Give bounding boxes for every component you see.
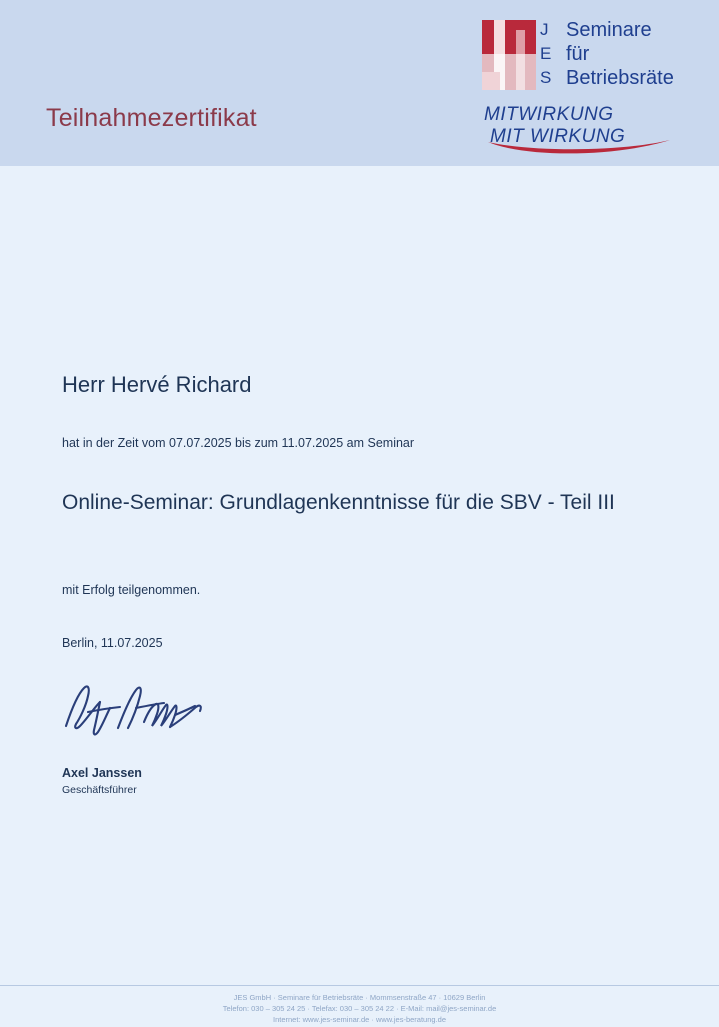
jes-logo — [482, 16, 678, 152]
logo-initial-s: S — [540, 68, 552, 87]
place-and-date: Berlin, 11.07.2025 — [62, 636, 163, 650]
logo-slogan-line-2: MIT WIRKUNG — [490, 126, 626, 147]
signature-icon — [58, 678, 228, 748]
signer-role: Geschäftsführer — [62, 784, 137, 796]
logo-top-row — [482, 16, 678, 94]
footer-line-1: JES GmbH · Seminare für Betriebsräte · Mommsenstraße 47 · 10629 Berlin — [233, 993, 486, 1002]
participation-period: hat in der Zeit vom 07.07.2025 bis zum 11.07.2025 am Seminar — [62, 436, 415, 450]
footer — [0, 992, 719, 1025]
logo-initial-e: E — [540, 44, 552, 63]
logo-word-fuer: für — [566, 43, 590, 65]
footer-divider — [0, 985, 719, 986]
signer-name: Axel Janssen — [62, 766, 142, 780]
logo-word-seminare: Seminare — [566, 19, 652, 41]
footer-line-2: Telefon: 030 – 305 24 25 · Telefax: 030 – 305 24 22 · E-Mail: mail@jes-seminar.de — [222, 1004, 497, 1013]
logo-word-betriebsraete: Betriebsräte — [566, 67, 674, 89]
logo-initial-j: J — [540, 20, 549, 39]
seminar-title: Online-Seminar: Grundlagenkenntnisse für die SBV - Teil III — [62, 491, 615, 514]
jes-logo-mark-icon — [482, 20, 536, 90]
logo-wordmark — [566, 18, 674, 90]
logo-slogan-line-1: MITWIRKUNG — [484, 104, 614, 125]
logo-swoosh-icon — [486, 138, 672, 158]
completion-statement: mit Erfolg teilgenommen. — [62, 583, 201, 597]
logo-initials — [540, 18, 564, 90]
footer-line-3: Internet: www.jes-seminar.de · www.jes-beratung.de — [273, 1015, 446, 1024]
recipient-name: Herr Hervé Richard — [62, 372, 252, 397]
page-title: Teilnahmezertifikat — [46, 104, 257, 132]
